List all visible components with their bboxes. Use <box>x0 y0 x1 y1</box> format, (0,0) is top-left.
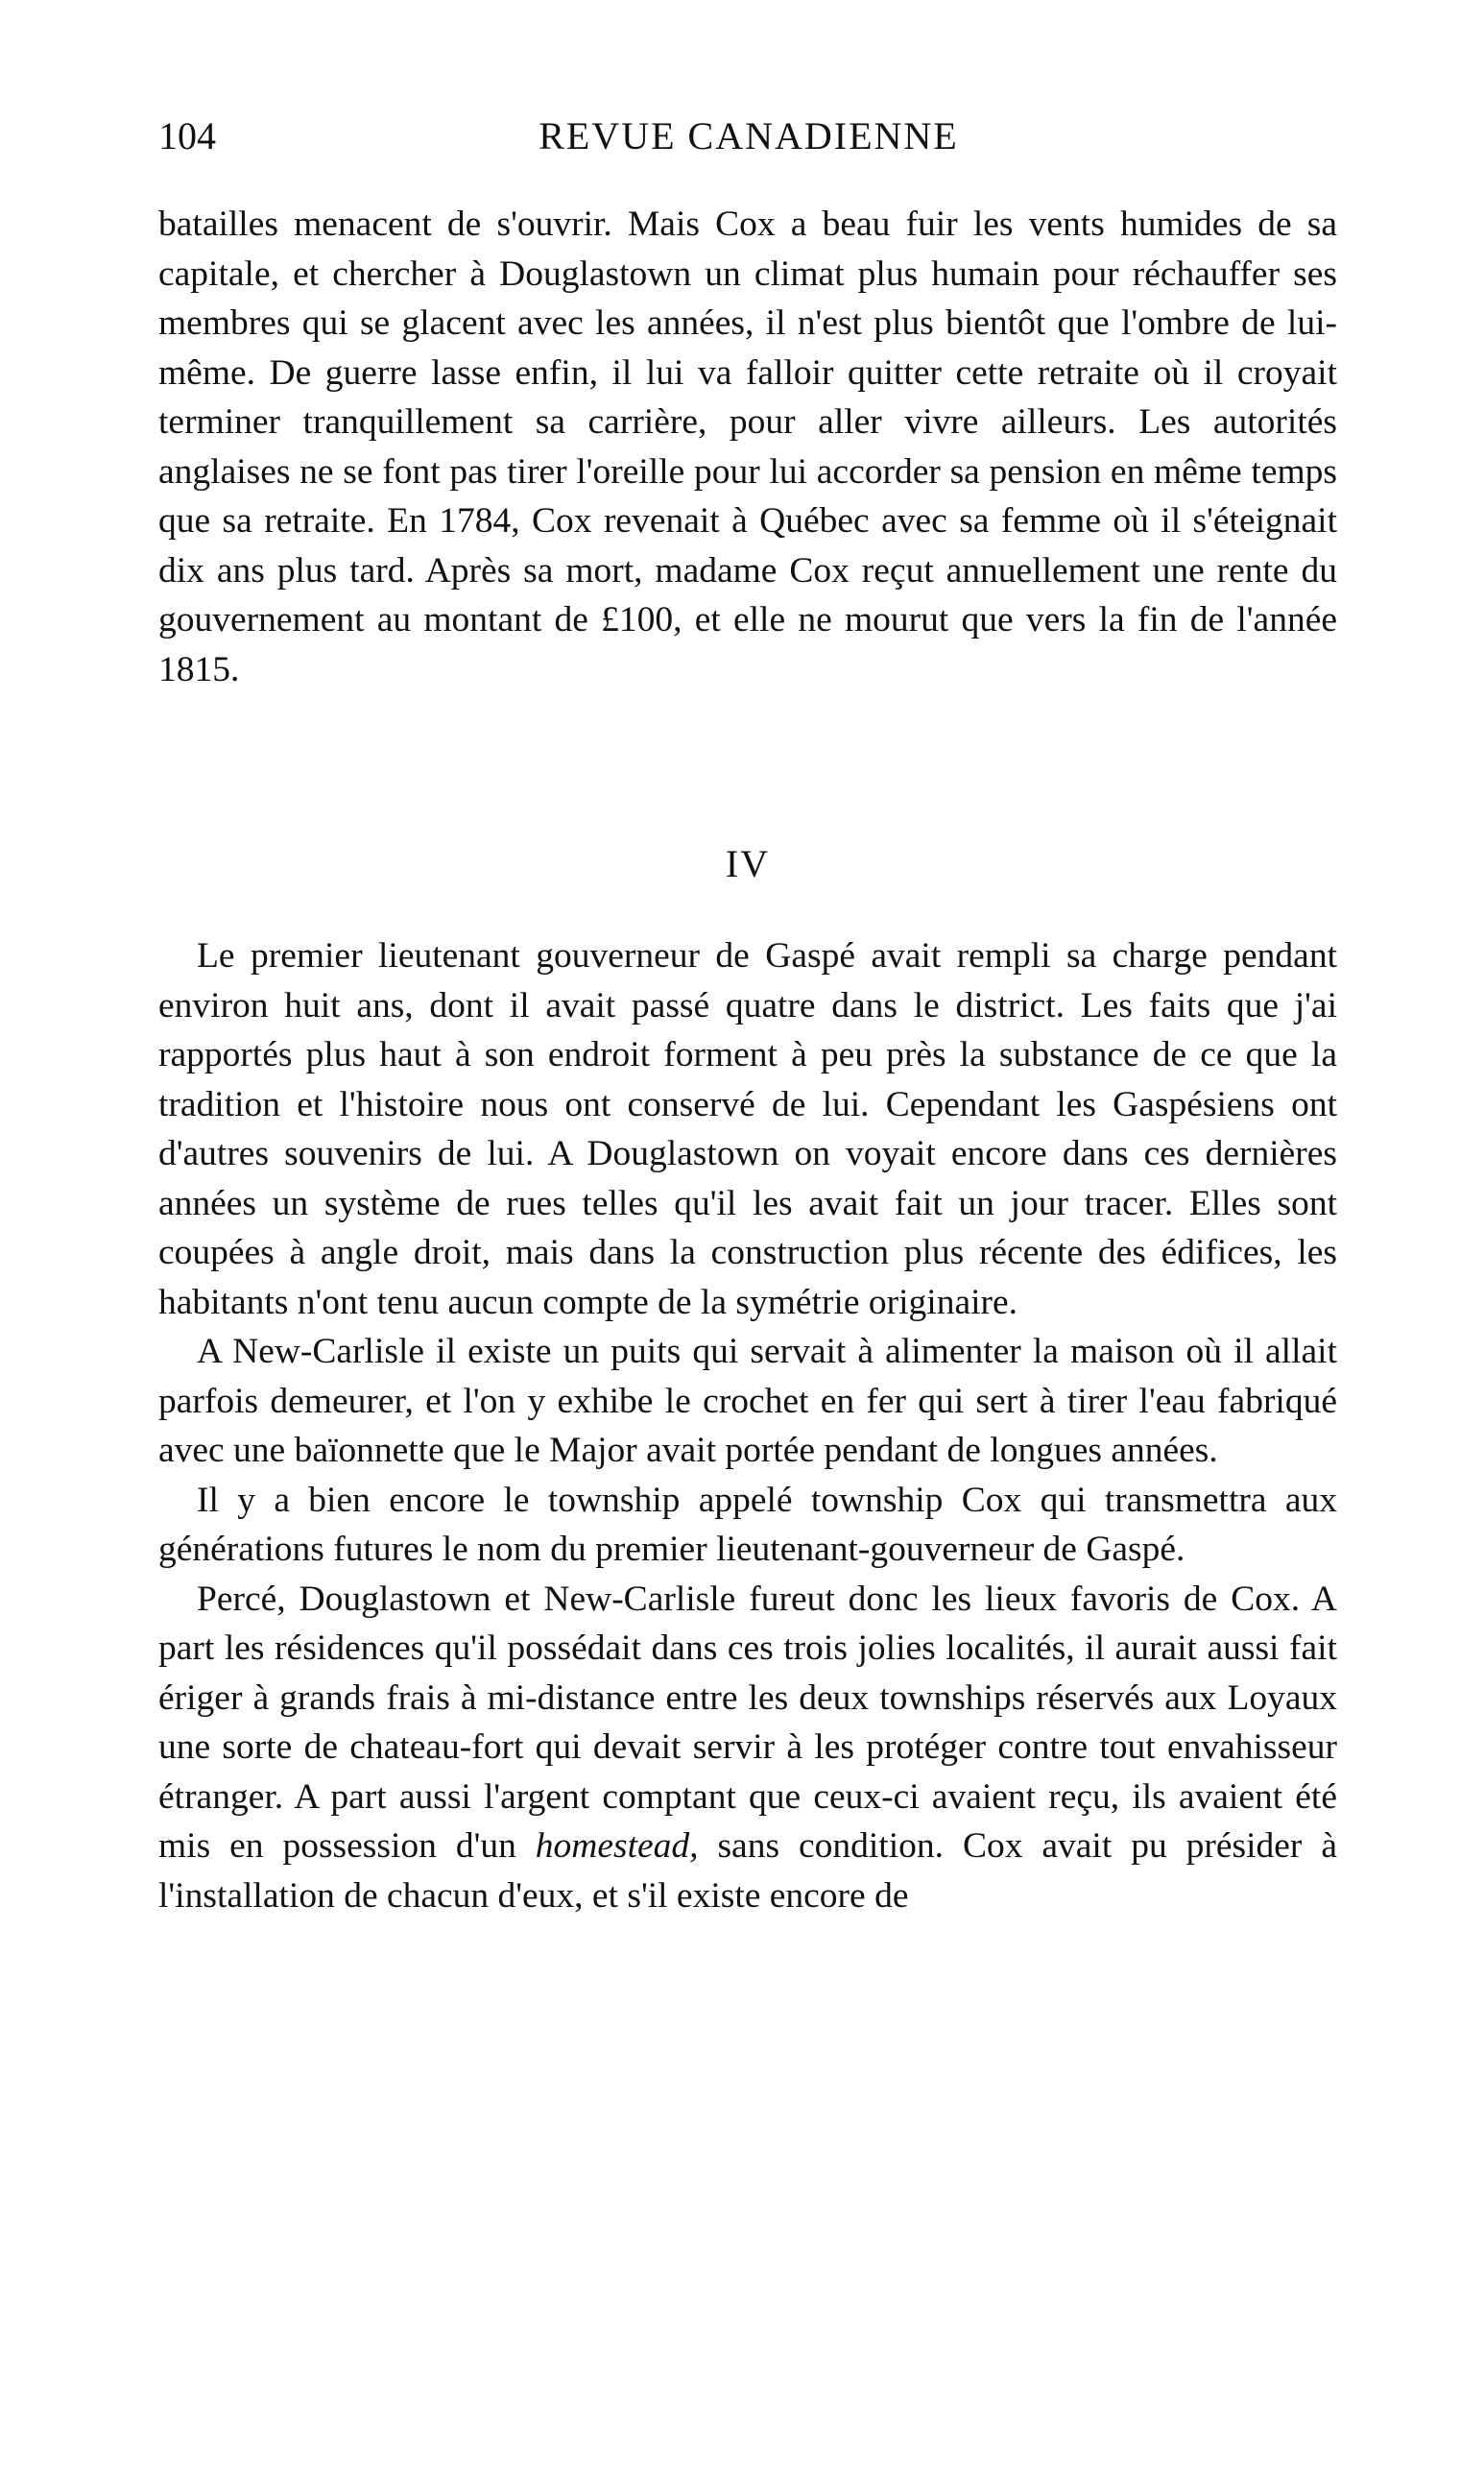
section-heading: IV <box>725 842 771 885</box>
paragraph-text: Percé, Douglastown et New-Carlisle fureut donc les lieux favoris de Cox. A part les résidences qu'il possédait dans ces trois jolies localités, il aurait aussi fait ériger à grands frais à mi-distance entre les deux townships réservés aux Loyaux une sorte de chateau-fort qui devait servir à les protéger contre tout envahisseur étranger. A part aussi l'argent comptant que ceux-ci avaient reçu, ils avaient été mis en possession d'un <box>158 1579 1337 1866</box>
paragraph: A New-Carlisle il existe un puits qui servait à alimenter la maison où il allait parfois demeurer, et l'on y exhibe le crochet en fer qui sert à tirer l'eau fabriqué avec une baïonnette que le Major avait portée pendant de longues années. <box>158 1332 1337 1470</box>
journal-title: REVUE CANADIENNE <box>539 114 959 157</box>
italic-term: homestead, <box>535 1826 699 1866</box>
continuation-text <box>158 200 1337 694</box>
running-head <box>158 113 1339 171</box>
page-number: 104 <box>158 114 216 157</box>
paragraph: Il y a bien encore le township appelé township Cox qui transmettra aux générations futures le nom du premier lieutenant-gouverneur de Gaspé. <box>158 1480 1337 1569</box>
paragraph-text: sans condition. Cox avait pu présider à l'installation de chacun d'eux, et s'il existe encore de <box>158 1826 1337 1916</box>
paragraph: batailles menacent de s'ouvrir. Mais Cox a beau fuir les vents humides de sa capitale, et chercher à Douglastown un climat plus humain pour réchauffer ses membres qui se glacent avec les années, il n'est plus bientôt que l'ombre de lui-même. De guerre lasse enfin, il lui va falloir quitter cette retraite où il croyait terminer tranquillement sa carrière, pour aller vivre ailleurs. Les autorités anglaises ne se font pas tirer l'oreille pour lui accorder sa pension en même temps que sa retraite. En 1784, Cox revenait à Québec avec sa femme où il s'éteignait dix ans plus tard. Après sa mort, madame Cox reçut annuellement une rente du gouvernement au montant de £100, et elle ne mourut que vers la fin de l'année 1815. <box>158 205 1337 689</box>
paragraph-last <box>158 1575 1337 1921</box>
section-body <box>158 931 1337 1920</box>
paragraph: Le premier lieutenant gouverneur de Gaspé avait rempli sa charge pendant environ huit ans, dont il avait passé quatre dans le district. Les faits que j'ai rapportés plus haut à son endroit forment à peu près la substance de ce que la tradition et l'histoire nous ont conservé de lui. Cependant les Gaspésiens ont d'autres souvenirs de lui. A Douglastown on voyait encore dans ces dernières années un système de rues telles qu'il les avait fait un jour tracer. Elles sont coupées à angle droit, mais dans la construction plus récente des édifices, les habitants n'ont tenu aucun compte de la symétrie originaire. <box>158 936 1337 1322</box>
